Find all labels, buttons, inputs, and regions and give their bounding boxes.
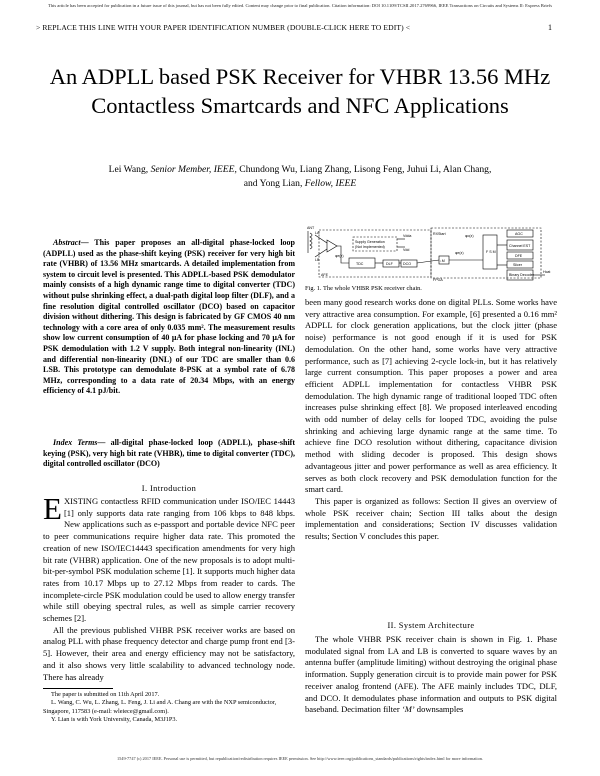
fig-label: Channel EST — [509, 244, 531, 248]
fig-label: DFE — [515, 254, 523, 258]
fig-label: Slicer — [513, 263, 522, 267]
figure-1-block-diagram — [305, 225, 557, 283]
fig-label: ANT — [307, 226, 315, 230]
abstract-label: Abstract — [53, 238, 81, 247]
footnote-divider — [43, 688, 113, 689]
paragraph: This paper is organized as follows: Section II gives an overview of whole PSK receiver chain; Section III talks about the design implementation and considerations; Section IV discusses validation results; Section V concludes this paper. — [305, 495, 557, 542]
author-text: and Yong Lian, — [243, 178, 305, 189]
author-text: Chundong Wu, Liang Zhang, Lisong Feng, Juhui Li, Alan Chang, — [236, 164, 492, 175]
abstract-text: — This paper proposes an all-digital phase-locked loop (ADPLL) used as the phase-shift keying (PSK) receiver for very high bit rate (VHBR) of 13.56 MHz smartcards. A detailed implementation from system to circuit level is presented. This ADPLL-based PSK demodulator mainly consists of a high dynamic range time to digital converter (TDC) without pulse shrinking effect, a dual-path digital loop filter (DLF), and a fine resolution digital controlled oscillator (DCO) based on capacitor division without dithering. This design is fabricated by GF CMOS 40 nm technology with a core area of only 0.035 mm². The measurement results show low current consumption of 40 μA for phase locking and 70 μA for PSK demodulation with 1.2 V supply. Both integral non-linearity (INL) and differential non-linearity (DNL) of our TDC are smaller than 0.6 LSB. This prototype can demodulate 8-PSK at a symbol rate of 6.78 MHz, corresponding to a data rate of 20.34 Mbps, with an energy efficiency of 4.1 pJ/bit. — [43, 238, 295, 396]
section-heading-system-architecture: II. System Architecture — [387, 621, 475, 630]
footnote: Y. Lian is with York University, Canada, M3J1P3. — [51, 715, 178, 723]
fig-label: φo(z) — [465, 234, 474, 238]
publication-note: This article has been accepted for publication in a future issue of this journal, but has not been fully edited. Content may change prior to final publication. Citation information: DOI 10.1109/TCSII.2017.2769966, IEEE Transactions on Circuits and Systems II: Express Briefs — [47, 3, 553, 8]
fig-label: Supply Generation — [355, 240, 385, 244]
symbol-m: ‘M’ — [401, 704, 415, 715]
system-architecture-body — [305, 634, 557, 716]
page-number: 1 — [548, 23, 552, 32]
fig-label: Vdda — [403, 234, 412, 238]
fig-label: TDC — [356, 262, 364, 266]
fig-label: LA — [315, 231, 320, 235]
fig-label: RXStart — [433, 232, 446, 236]
copyright-notice: 1549-7747 (c) 2017 IEEE. Personal use is permitted, but republication/redistribution requires IEEE permission. See http://www.ieee.org/publications_standards/publications/rights/index.html for more information. — [117, 756, 483, 761]
paper-id-placeholder[interactable]: > REPLACE THIS LINE WITH YOUR PAPER IDENTIFICATION NUMBER (DOUBLE-CLICK HERE TO EDIT) < — [36, 23, 411, 32]
index-terms-text: — all-digital phase-locked loop (ADPLL), phase-shift keying (PSK), very high bit rate (VHBR), time to digital converter (TDC), digital controlled oscillator (DCO) — [43, 438, 295, 469]
fig-label: Vdd — [403, 248, 410, 252]
paragraph: been many good research works done on digital PLLs. Some works have very attractive area consumption. For example, [6] presented a 0.16 mm² ADPLL for clock generation applications, but the clock jitter (phase noise) performance is not good enough if it is used for PSK demodulation. On the other hand, some works have very attractive performance, such as [7] achieving 2-cycle lock-in, but it has relatively large current consumption. This paper proposes a power and area efficient ADPLL implementation for contactless VHBR PSK demodulation. The high dynamic range of traditional looped TDC often increases pulse shrinking effect [8]. We proposed interleaved encoding with odd number of delay cells for looped TDC, avoiding the pulse shrinking and achieving large dynamic range at the same time. To achieve fine DCO resolution without dithering, capacitance division method with sliding decoder is proposed. This design shows advantageous jitter and power performance as well as area efficiency. It serves as both clock recovery and PSK demodulation function for the smart card. — [305, 297, 557, 495]
abstract — [43, 238, 295, 397]
fig-label: AFE — [321, 273, 328, 277]
figure-caption: Fig. 1. The whole VHBR PSK receiver chain. — [305, 285, 422, 292]
fig-label: LB — [315, 258, 320, 262]
footnotes — [43, 691, 295, 724]
paper-title: An ADPLL based PSK Receiver for VHBR 13.56 MHz Contactless Smartcards and NFC Applications — [49, 64, 551, 118]
drop-cap: E — [43, 491, 62, 526]
paragraph: All the previous published VHBR PSK receiver works are based on analog PLL with phase frequency detector and charge pump front end [3-5]. However, their area and energy efficiency may not be satisfactory, and it also shows very little scalability to advanced technology node. There has already — [43, 624, 295, 682]
index-terms — [43, 438, 295, 470]
fig-label: Binary Decoder — [509, 273, 534, 277]
fig-label: Hcat — [543, 270, 551, 274]
introduction-body — [43, 491, 295, 683]
fig-label: F S M — [486, 250, 496, 254]
author-membership: Fellow, IEEE — [304, 178, 357, 189]
paragraph: The whole VHBR PSK receiver chain is shown in Fig. 1. Phase modulated signal from LA and LB is converted to square waves by an antenna buffer (amplitude limiting) without destroying the original phase information. Supply generation circuit is to provide main power for PSK receiver analog frontend (AFE). The AFE mainly includes TDC, DLF, and DCO. It demodulates phase information and outputs to PSK digital baseband. Decimation filter — [305, 634, 557, 715]
fig-label: ↓M — [440, 259, 445, 263]
footnote: The paper is submitted on 11th April 2017. — [51, 691, 160, 698]
fig-label: φe(z) — [455, 251, 464, 255]
paragraph: XISTING contactless RFID communication under ISO/IEC 14443 [1] only supports data rate ranging from 106 kbps to 848 kbps. New applications such as e-passport and portable device NFC peer to peer communications require higher data rate. This promoted the creation of new ISO/IEC14443 specification amendments for very high bit rate (VHBR) application. One of the new proposals is to adopt multi-bit-per-symbol PSK modulation scheme [1]. It supports much higher data rates from 10.17 Mbps up to 27.12 Mbps from reader to cards. The incomplete-circle PSK modulation could be used to allow energy transfer while still obeying spectral rules, as well as simple carrier recovery schemes [2]. — [43, 496, 295, 624]
right-column-body — [305, 297, 557, 543]
fig-label: FPGA — [433, 278, 443, 282]
index-terms-label: Index Terms — [53, 438, 98, 447]
footnote: L. Wang, C. Wu, L. Zhang, L. Feng, J. Li and A. Chang are with the NXP semiconductor, Singapore, 117583 (e-mail: wleiece@gmail.com). — [43, 699, 277, 715]
fig-label: DLF — [386, 262, 393, 266]
paragraph: downsamples — [414, 704, 464, 715]
fig-label: DCO — [403, 262, 411, 266]
fig-label: φe(z) — [335, 254, 344, 258]
author-membership: Senior Member, IEEE, — [150, 164, 237, 175]
fig-label: AGC — [515, 232, 523, 236]
author-list — [60, 163, 540, 191]
section-heading-introduction: I. Introduction — [141, 484, 197, 493]
fig-label: (Not Implemented) — [355, 245, 385, 249]
author-text: Lei Wang, — [108, 164, 151, 175]
